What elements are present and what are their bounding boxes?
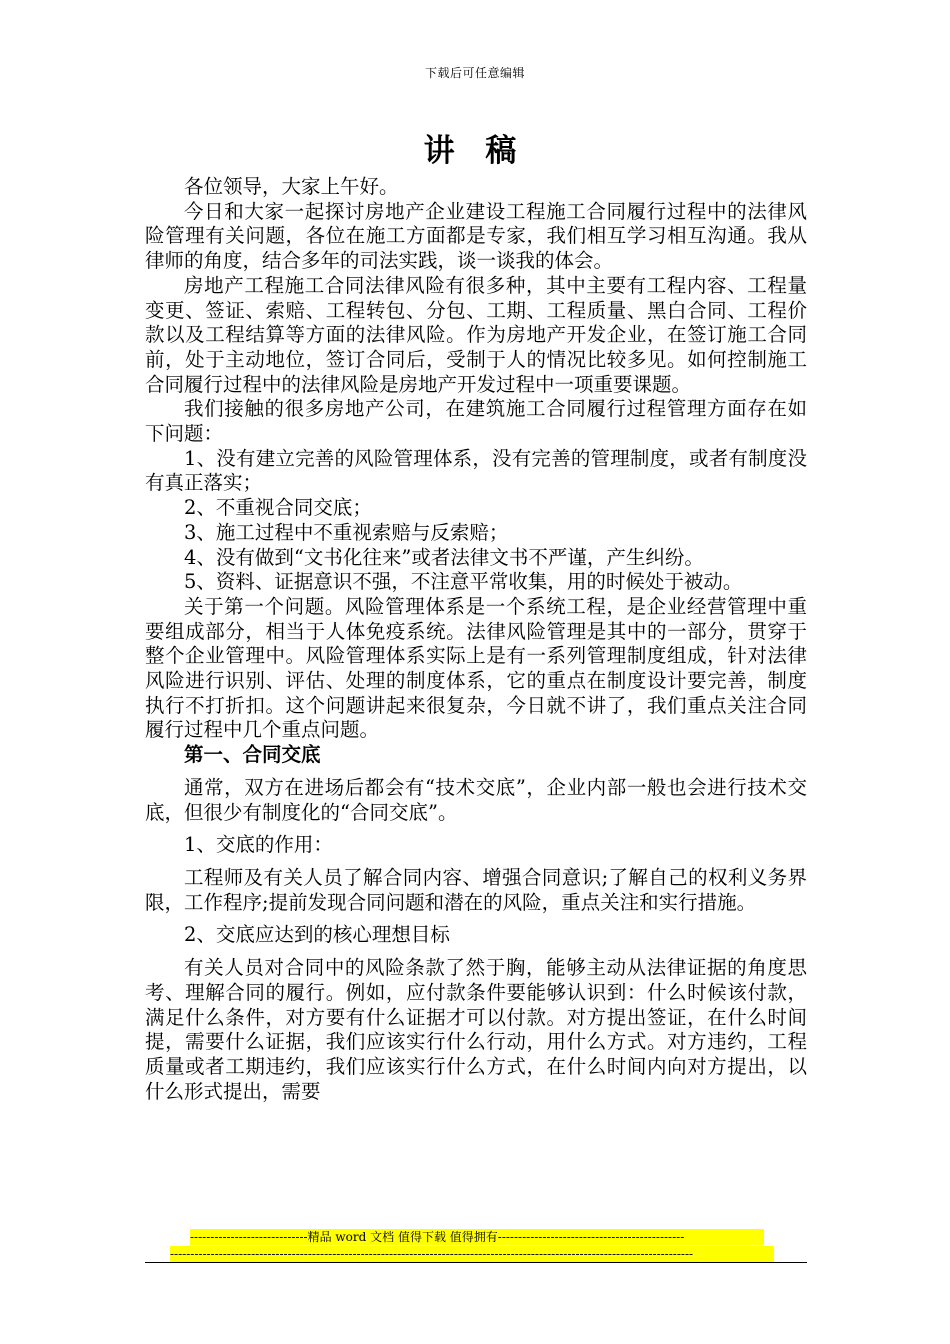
footer-dash-line: ---------------------------------------------------------------------------------------------------------------------------------: [170, 1246, 774, 1262]
footer-banner-line: -----------------------------精品 word 文档 值得下载 值得拥有----------------------------------------------: [190, 1229, 764, 1245]
list-item-problem-2: 2、不重视合同交底；: [184, 496, 372, 520]
paragraph-technical-disclosure: 通常，双方在进场后都会有“技术交底”，企业内部一般也会进行技术交底，但很少有制度化的“合同交底”。: [145, 775, 807, 824]
list-item-problem-4: 4、没有做到“文书化往来”或者法律文书不严谨，产生纠纷。: [184, 545, 704, 569]
list-item-problem-3: 3、施工过程中不重视索赔与反索赔；: [184, 520, 509, 544]
subheading-core-goal: 2、交底应达到的核心理想目标: [184, 923, 450, 947]
page-footer: [170, 1229, 780, 1262]
document-body: [145, 175, 807, 1104]
paragraph-first-issue: 关于第一个问题。风险管理体系是一个系统工程，是企业经营管理中重要组成部分，相当于人体免疫系统。法律风险管理是其中的一部分，贯穿于整个企业管理中。风险管理体系实际上是有一系列管理制度组成，针对法律风险进行识别、评估、处理的制度体系，它的重点在制度设计要完善，制度执行不打折扣。这个问题讲起来很复杂，今日就不讲了，我们重点关注合同履行过程中几个重点问题。: [145, 594, 807, 742]
paragraph-core-goal: 有关人员对合同中的风险条款了然于胸，能够主动从法律证据的角度思考、理解合同的履行。例如，应付款条件要能够认识到：什么时候该付款，满足什么条件，对方要有什么证据才可以付款。对方提出签证，在什么时间提，需要什么证据，我们应该实行什么行动，用什么方式。对方违约，工程质量或者工期违约，我们应该实行什么方式，在什么时间内向对方提出，以什么形式提出，需要: [145, 956, 807, 1103]
paragraph-disclosure-role: 工程师及有关人员了解合同内容、增强合同意识;了解自己的权利义务界限，工作程序;提前发现合同问题和潜在的风险，重点关注和实行措施。: [145, 865, 807, 914]
section-heading-contract-disclosure: 第一、合同交底: [184, 743, 321, 767]
paragraph-intro: 今日和大家一起探讨房地产企业建设工程施工合同履行过程中的法律风险管理有关问题，各位在施工方面都是专家，我们相互学习相互沟通。我从律师的角度，结合多年的司法实践，谈一谈我的体会。: [145, 199, 807, 273]
subheading-disclosure-role: 1、交底的作用：: [184, 833, 333, 857]
document-title: 讲 稿: [423, 133, 527, 169]
paragraph-risk-types: 房地产工程施工合同法律风险有很多种，其中主要有工程内容、工程量变更、签证、索赔、工程转包、分包、工期、工程质量、黑白合同、工程价款以及工程结算等方面的法律风险。作为房地产开发企业，在签订施工合同前，处于主动地位，签订合同后，受制于人的情况比较多见。如何控制施工合同履行过程中的法律风险是房地产开发过程中一项重要课题。: [145, 273, 807, 396]
paragraph-problems-lead: 我们接触的很多房地产公司，在建筑施工合同履行过程管理方面存在如下问题：: [145, 397, 807, 446]
list-item-problem-5: 5、资料、证据意识不强，不注意平常收集，用的时候处于被动。: [184, 570, 743, 594]
paragraph-greeting: 各位领导，大家上午好。: [184, 175, 399, 198]
page-header: 下载后可任意编辑: [424, 66, 525, 80]
list-item-problem-1: 1、没有建立完善的风险管理体系，没有完善的管理制度，或者有制度没有真正落实；: [145, 446, 807, 495]
footer-rule: [145, 1262, 807, 1263]
